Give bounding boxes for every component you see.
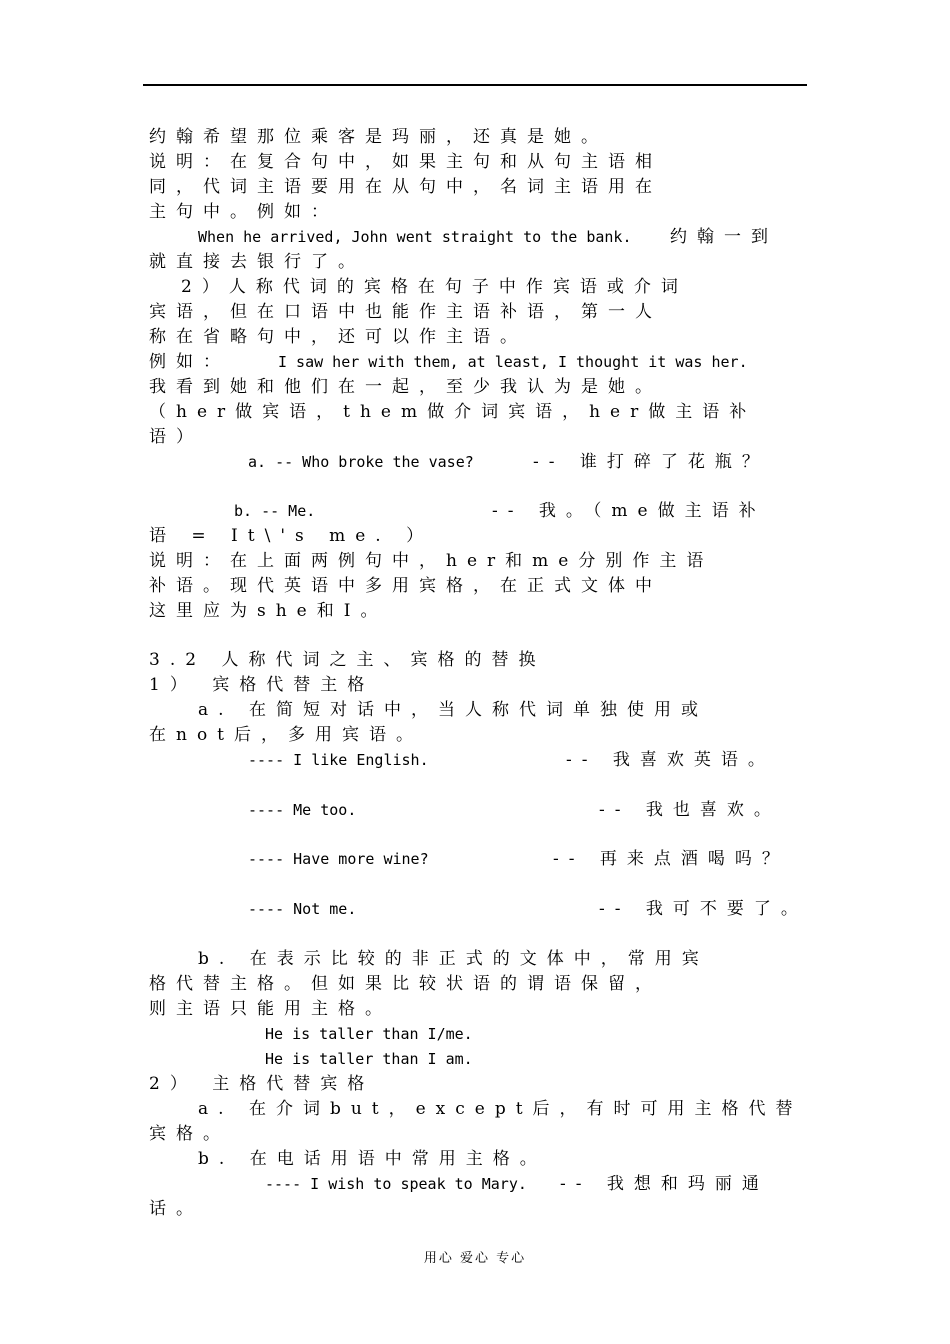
text-line: 补语。现代英语中多用宾格，在正式文体中 [149,576,662,596]
example-sentence: b. -- Me. [234,502,316,520]
text-line: -- 我想和玛丽通 [560,1174,769,1194]
text-line: a. 在简短对话中，当人称代词单独使用或 [198,700,708,720]
example-sentence: He is taller than I/me. [265,1025,473,1043]
text-line: -- 我也喜欢。 [599,800,781,820]
page-footer: 用心 爱心 专心 [423,1251,527,1266]
text-line: b. 在电话用语中常用主格。 [198,1149,547,1169]
example-sentence: When he arrived, John went straight to the bank. [198,228,632,246]
text-line: 语） [149,427,203,447]
text-line: b. 在表示比较的非正式的文体中，常用宾 [198,949,709,969]
text-line: 则主语只能用主格。 [149,999,392,1019]
text-line: （her做宾语，them做介词宾语，her做主语补 [149,402,757,422]
text-line: 主句中。例如： [149,202,338,222]
text-line: 称在省略句中，还可以作主语。 [149,327,527,347]
example-sentence: a. -- Who broke the vase? [248,453,474,471]
text-line: 说明：在上面两例句中，her和me分别作主语 [149,551,714,571]
text-line: 例如： [149,352,230,372]
text-line: 约翰希望那位乘客是玛丽，还真是她。 [149,127,608,147]
text-line: 就直接去银行了。 [149,252,365,272]
example-sentence: ---- I like English. [248,751,429,769]
example-sentence: ---- Have more wine? [248,850,429,868]
text-line: 这里应为she和I。 [149,601,388,621]
example-sentence: He is taller than I am. [265,1050,473,1068]
subsection-heading: 1） 宾格代替主格 [149,675,375,695]
text-line: 话。 [149,1199,203,1219]
text-line: 在not后，多用宾语。 [149,725,424,745]
subsection-heading: 2） 主格代替宾格 [149,1074,375,1094]
example-sentence: ---- I wish to speak to Mary. [265,1175,527,1193]
text-line: 语 = It\'s me. ） [149,526,434,546]
text-line: 同，代词主语要用在从句中，名词主语用在 [149,177,662,197]
text-line: -- 我喜欢英语。 [566,750,775,770]
text-line: 说明：在复合句中，如果主句和从句主语相 [149,152,662,172]
text-line: 宾语，但在口语中也能作主语补语，第一人 [149,302,662,322]
text-line: 格代替主格。但如果比较状语的谓语保留， [149,974,662,994]
text-line: 我看到她和他们在一起，至少我认为是她。 [149,377,662,397]
header-rule [143,84,807,86]
text-line: -- 谁打碎了花瓶？ [533,452,769,472]
text-line: -- 我可不要了。 [599,899,808,919]
example-sentence: ---- Me too. [248,801,357,819]
text-line: 约翰一到 [670,227,778,247]
text-line: a. 在介词but，except后，有时可用主格代替 [198,1099,803,1119]
section-heading: 3.2 人称代词之主、宾格的替换 [149,650,546,670]
text-line: -- 我。（me做主语补 [492,501,766,521]
example-sentence: I saw her with them, at least, I thought it was her. [278,353,748,371]
text-line: 宾格。 [149,1124,230,1144]
text-line: 2）人称代词的宾格在句子中作宾语或介词 [181,277,688,297]
text-line: -- 再来点酒喝吗？ [553,849,789,869]
example-sentence: ---- Not me. [248,900,357,918]
